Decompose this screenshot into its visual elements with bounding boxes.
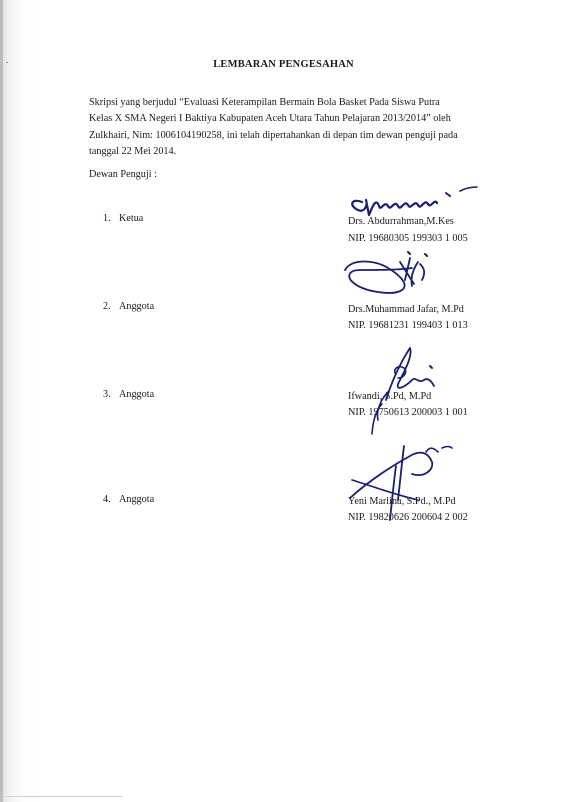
member-number: 3. [103, 389, 111, 400]
signature-2-dots [408, 252, 427, 256]
member-role: Anggota [119, 494, 155, 505]
member-nip: NIP. 19820626 200604 2 002 [348, 512, 468, 523]
member-role: Anggota [119, 301, 155, 312]
member-name: Ifwandi, S.Pd, M.Pd [348, 391, 432, 402]
signature-4 [350, 453, 432, 498]
member-nip: NIP. 19681231 199403 1 013 [348, 320, 468, 331]
member-nip: NIP. 19750613 200003 1 001 [348, 407, 468, 418]
member-number: 4. [103, 494, 111, 505]
paragraph-line: Kelas X SMA Negeri I Baktiya Kabupaten Aceh Utara Tahun Pelajaran 2013/2014” oleh [89, 113, 451, 125]
signature-3-loop [395, 367, 406, 378]
signature-1 [352, 200, 437, 215]
signature-3-dot [430, 366, 432, 368]
dewan-penguji-label: Dewan Penguji : [89, 169, 157, 180]
signature-2 [345, 262, 412, 293]
member-name: Drs. Abdurrahman,M.Kes [348, 216, 454, 227]
scan-speck [2, 796, 122, 797]
paragraph-line: tanggal 22 Mei 2014. [89, 145, 177, 157]
paragraph-line: Zulkhairi, Nim: 1006104190258, ini telah dipertahankan di depan tim dewan penguji pada [89, 129, 458, 141]
signature-2-flourish [400, 258, 424, 286]
signature-4-tail [426, 447, 452, 453]
member-number: 1. [103, 213, 111, 224]
paragraph-line: Skripsi yang berjudul “Evaluasi Keterampilan Bermain Bola Basket Pada Siswa Putra [89, 97, 440, 108]
signature-1-dash [460, 187, 477, 191]
approval-paragraph [89, 95, 488, 160]
member-name: Drs.Muhammad Jafar, M.Pd [348, 304, 464, 315]
member-number: 2. [103, 301, 111, 312]
scan-speck [6, 62, 8, 63]
scan-edge [0, 0, 3, 802]
signature-1-mark [446, 193, 450, 196]
member-nip: NIP. 19680305 199303 1 005 [348, 233, 468, 244]
member-role: Ketua [119, 213, 144, 224]
member-name: Yeni Marlina, S.Pd., M.Pd [348, 496, 456, 507]
member-role: Anggota [119, 389, 155, 400]
signature-4-vertical [390, 446, 404, 520]
page-title: LEMBARAN PENGESAHAN [213, 59, 354, 70]
